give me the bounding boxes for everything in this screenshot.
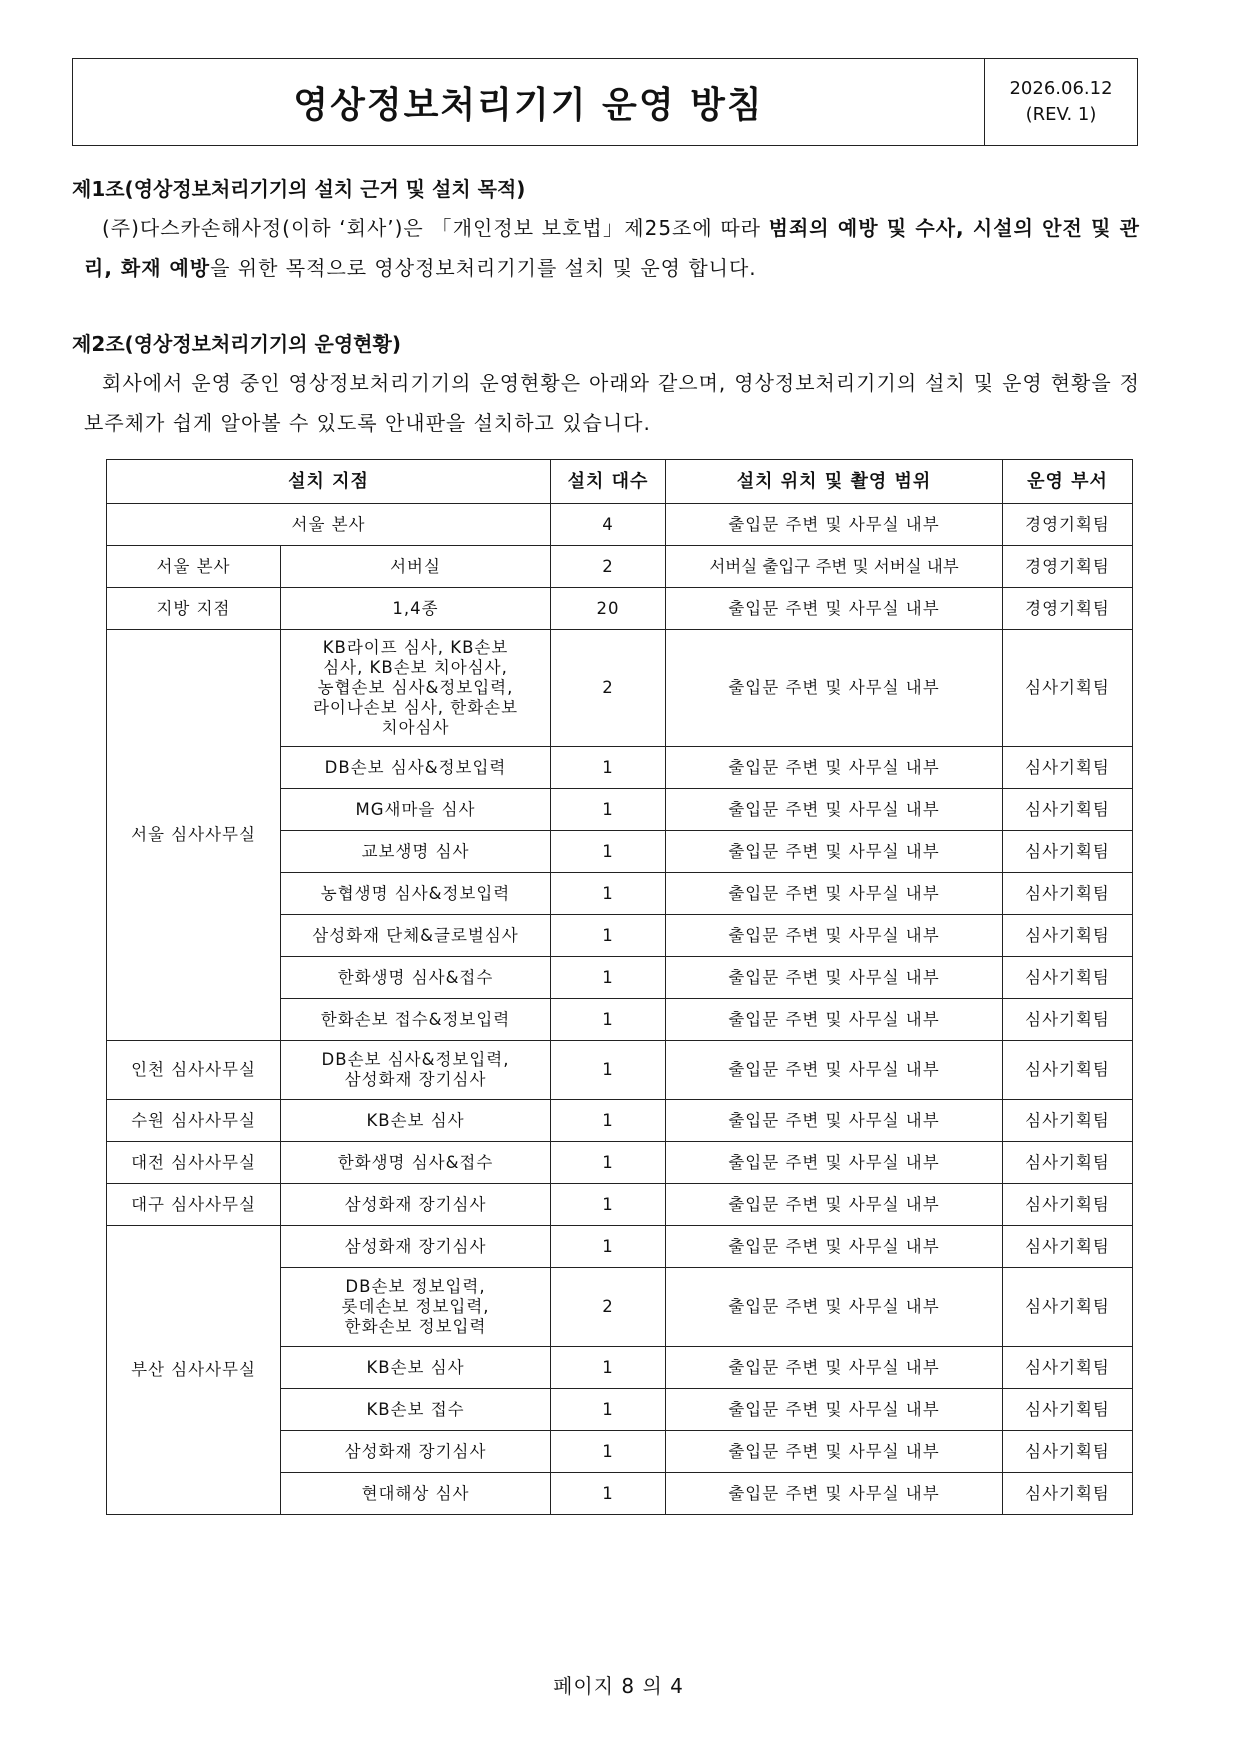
location-cell: 출입문 주변 및 사무실 내부 <box>666 1100 1003 1142</box>
table-row <box>107 630 1133 747</box>
dept-cell: 심사기획팀 <box>1003 747 1133 789</box>
table-row <box>107 546 1133 588</box>
sub-branch-cell: 한화손보 접수&정보입력 <box>281 999 551 1041</box>
header-count: 설치 대수 <box>551 460 666 504</box>
sub-branch-cell: 한화생명 심사&접수 <box>281 957 551 999</box>
branch-cell: 서울 심사사무실 <box>107 630 281 1041</box>
article1-body <box>84 208 1140 288</box>
location-cell: 출입문 주변 및 사무실 내부 <box>666 747 1003 789</box>
dept-cell: 심사기획팀 <box>1003 957 1133 999</box>
location-cell: 출입문 주변 및 사무실 내부 <box>666 999 1003 1041</box>
count-cell: 1 <box>551 747 666 789</box>
dept-cell: 경영기획팀 <box>1003 546 1133 588</box>
location-cell: 출입문 주변 및 사무실 내부 <box>666 915 1003 957</box>
location-cell: 출입문 주변 및 사무실 내부 <box>666 1389 1003 1431</box>
branch-cell: 부산 심사사무실 <box>107 1226 281 1515</box>
count-cell: 1 <box>551 915 666 957</box>
location-cell: 출입문 주변 및 사무실 내부 <box>666 957 1003 999</box>
table-row <box>107 588 1133 630</box>
count-cell: 1 <box>551 1184 666 1226</box>
dept-cell: 심사기획팀 <box>1003 789 1133 831</box>
table-row <box>107 1184 1133 1226</box>
sub-branch-cell: 한화생명 심사&접수 <box>281 1142 551 1184</box>
sub-branch-cell: 1,4종 <box>281 588 551 630</box>
count-cell: 1 <box>551 1431 666 1473</box>
branch-cell: 대전 심사사무실 <box>107 1142 281 1184</box>
count-cell: 1 <box>551 1041 666 1100</box>
location-cell: 출입문 주변 및 사무실 내부 <box>666 789 1003 831</box>
article1-text-a: (주)다스카손해사정(이하 ‘회사’)은 「개인정보 보호법」제25조에 따라 <box>102 216 769 240</box>
location-cell: 출입문 주변 및 사무실 내부 <box>666 588 1003 630</box>
location-cell: 출입문 주변 및 사무실 내부 <box>666 1268 1003 1347</box>
sub-branch-cell: 삼성화재 단체&글로벌심사 <box>281 915 551 957</box>
count-cell: 1 <box>551 999 666 1041</box>
dept-cell: 심사기획팀 <box>1003 1431 1133 1473</box>
count-cell: 1 <box>551 873 666 915</box>
sub-branch-cell: MG새마을 심사 <box>281 789 551 831</box>
location-cell: 출입문 주변 및 사무실 내부 <box>666 1347 1003 1389</box>
page-number: 페이지 8 의 4 <box>553 1674 684 1698</box>
location-cell: 출입문 주변 및 사무실 내부 <box>666 1431 1003 1473</box>
dept-cell: 심사기획팀 <box>1003 831 1133 873</box>
header-location: 설치 위치 및 촬영 범위 <box>666 460 1003 504</box>
dept-cell: 심사기획팀 <box>1003 915 1133 957</box>
sub-branch-cell: KB손보 심사 <box>281 1347 551 1389</box>
location-cell: 출입문 주변 및 사무실 내부 <box>666 1184 1003 1226</box>
count-cell: 20 <box>551 588 666 630</box>
sub-branch-cell: 현대해상 심사 <box>281 1473 551 1515</box>
article2-body <box>84 363 1140 443</box>
branch-cell: 인천 심사사무실 <box>107 1041 281 1100</box>
location-cell: 서버실 출입구 주변 및 서버실 내부 <box>666 546 1003 588</box>
count-cell: 2 <box>551 1268 666 1347</box>
table-row <box>107 1226 1133 1268</box>
sub-branch-cell: 교보생명 심사 <box>281 831 551 873</box>
dept-cell: 심사기획팀 <box>1003 1184 1133 1226</box>
dept-cell: 심사기획팀 <box>1003 1100 1133 1142</box>
dept-cell: 경영기획팀 <box>1003 588 1133 630</box>
sub-branch-cell: KB손보 접수 <box>281 1389 551 1431</box>
document-header <box>72 58 1138 146</box>
sub-branch-cell: DB손보 심사&정보입력 <box>281 747 551 789</box>
count-cell: 1 <box>551 789 666 831</box>
sub-branch-cell: 삼성화재 장기심사 <box>281 1226 551 1268</box>
sub-branch-cell: KB손보 심사 <box>281 1100 551 1142</box>
dept-cell: 심사기획팀 <box>1003 1226 1133 1268</box>
article2-text: 회사에서 운영 중인 영상정보처리기기의 운영현황은 아래와 같으며, 영상정보처리기기의 설치 및 운영 현황을 정보주체가 쉽게 알아볼 수 있도록 안내판을 설치하고 있습니다. <box>84 371 1140 435</box>
dept-cell: 심사기획팀 <box>1003 873 1133 915</box>
sub-branch-cell: 농협생명 심사&정보입력 <box>281 873 551 915</box>
sub-branch-cell: KB라이프 심사, KB손보 심사, KB손보 치아심사, 농협손보 심사&정보입력, 라이나손보 심사, 한화손보 치아심사 <box>281 630 551 747</box>
count-cell: 1 <box>551 1100 666 1142</box>
table-row <box>107 1142 1133 1184</box>
location-cell: 출입문 주변 및 사무실 내부 <box>666 873 1003 915</box>
dept-cell: 심사기획팀 <box>1003 630 1133 747</box>
count-cell: 4 <box>551 504 666 546</box>
dept-cell: 심사기획팀 <box>1003 1268 1133 1347</box>
sub-branch-cell: 서버실 <box>281 546 551 588</box>
header-dept: 운영 부서 <box>1003 460 1133 504</box>
count-cell: 1 <box>551 1389 666 1431</box>
revision-date: 2026.06.12 <box>1009 78 1113 99</box>
table-row <box>107 1100 1133 1142</box>
revision-number: (REV. 1) <box>1025 104 1097 125</box>
count-cell: 1 <box>551 957 666 999</box>
dept-cell: 심사기획팀 <box>1003 1347 1133 1389</box>
branch-cell: 수원 심사사무실 <box>107 1100 281 1142</box>
count-cell: 2 <box>551 630 666 747</box>
dept-cell: 심사기획팀 <box>1003 1041 1133 1100</box>
sub-branch-cell: DB손보 심사&정보입력, 삼성화재 장기심사 <box>281 1041 551 1100</box>
article1-heading: 제1조(영상정보처리기기의 설치 근거 및 설치 목적) <box>72 177 526 201</box>
location-cell: 출입문 주변 및 사무실 내부 <box>666 1142 1003 1184</box>
article1-text-bold: 범죄의 예방 및 수사, 시설의 안전 및 관리, 화재 예방 <box>84 216 1140 280</box>
location-cell: 출입문 주변 및 사무실 내부 <box>666 1226 1003 1268</box>
sub-branch-cell: 삼성화재 장기심사 <box>281 1431 551 1473</box>
location-cell: 출입문 주변 및 사무실 내부 <box>666 504 1003 546</box>
table-row <box>107 504 1133 546</box>
dept-cell: 심사기획팀 <box>1003 1142 1133 1184</box>
count-cell: 1 <box>551 831 666 873</box>
revision-box <box>985 59 1137 145</box>
article2-heading: 제2조(영상정보처리기기의 운영현황) <box>72 332 401 356</box>
table-row <box>107 1041 1133 1100</box>
count-cell: 1 <box>551 1142 666 1184</box>
dept-cell: 심사기획팀 <box>1003 1473 1133 1515</box>
count-cell: 1 <box>551 1226 666 1268</box>
location-cell: 출입문 주변 및 사무실 내부 <box>666 1041 1003 1100</box>
header-branch: 설치 지점 <box>107 460 551 504</box>
location-cell: 출입문 주변 및 사무실 내부 <box>666 1473 1003 1515</box>
table-header-row <box>107 460 1133 504</box>
dept-cell: 경영기획팀 <box>1003 504 1133 546</box>
dept-cell: 심사기획팀 <box>1003 999 1133 1041</box>
location-cell: 출입문 주변 및 사무실 내부 <box>666 630 1003 747</box>
cctv-status-table <box>106 459 1133 1515</box>
branch-cell: 서울 본사 <box>107 546 281 588</box>
document-title: 영상정보처리기기 운영 방침 <box>73 59 985 145</box>
location-cell: 출입문 주변 및 사무실 내부 <box>666 831 1003 873</box>
sub-branch-cell: DB손보 정보입력, 롯데손보 정보입력, 한화손보 정보입력 <box>281 1268 551 1347</box>
sub-branch-cell: 삼성화재 장기심사 <box>281 1184 551 1226</box>
count-cell: 1 <box>551 1473 666 1515</box>
branch-cell: 지방 지점 <box>107 588 281 630</box>
dept-cell: 심사기획팀 <box>1003 1389 1133 1431</box>
count-cell: 2 <box>551 546 666 588</box>
branch-cell: 서울 본사 <box>107 504 551 546</box>
count-cell: 1 <box>551 1347 666 1389</box>
article1-text-b: 을 위한 목적으로 영상정보처리기기를 설치 및 운영 합니다. <box>210 256 757 280</box>
branch-cell: 대구 심사사무실 <box>107 1184 281 1226</box>
